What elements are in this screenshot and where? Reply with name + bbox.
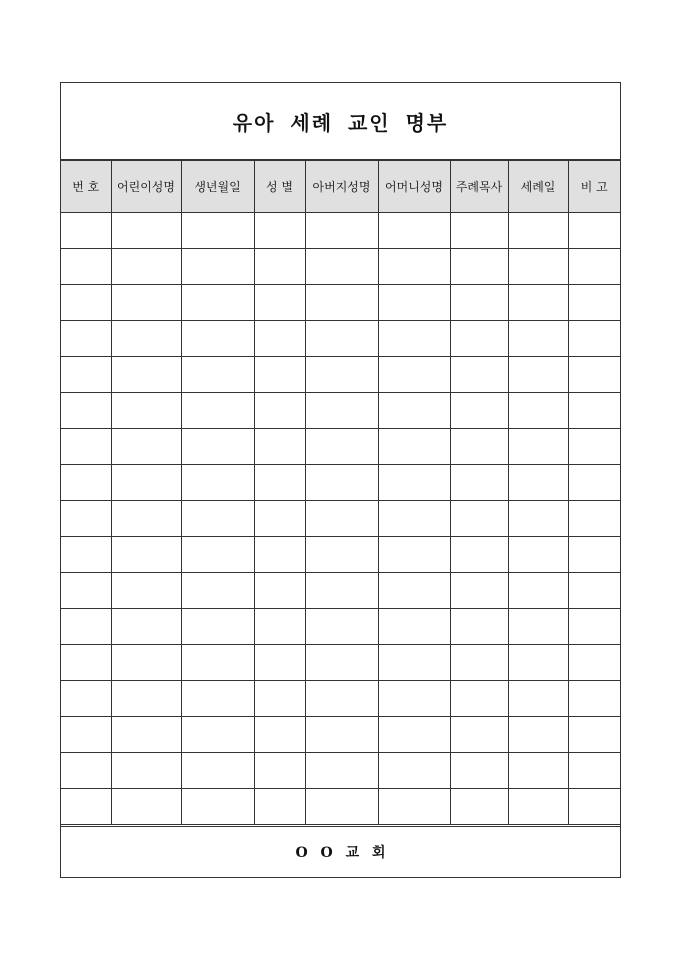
table-cell[interactable] — [568, 573, 620, 609]
table-cell[interactable] — [61, 465, 111, 501]
table-cell[interactable] — [568, 321, 620, 357]
table-cell[interactable] — [305, 249, 378, 285]
table-cell[interactable] — [305, 609, 378, 645]
table-row — [61, 609, 620, 645]
table-cell[interactable] — [254, 717, 305, 753]
table-cell[interactable] — [450, 537, 508, 573]
table-cell[interactable] — [378, 429, 450, 465]
table-cell[interactable] — [378, 717, 450, 753]
table-row — [61, 537, 620, 573]
table-cell[interactable] — [181, 465, 254, 501]
table-cell[interactable] — [61, 249, 111, 285]
table-cell[interactable] — [568, 429, 620, 465]
table-cell[interactable] — [254, 321, 305, 357]
table-row — [61, 717, 620, 753]
table-cell[interactable] — [181, 573, 254, 609]
register-sheet — [60, 82, 621, 878]
table-cell[interactable] — [181, 753, 254, 789]
table-cell[interactable] — [305, 537, 378, 573]
table-cell[interactable] — [111, 465, 181, 501]
table-cell[interactable] — [111, 501, 181, 537]
column-header-officiating-pastor: 주례목사 — [450, 161, 508, 213]
table-cell[interactable] — [568, 537, 620, 573]
table-cell[interactable] — [378, 681, 450, 717]
table-cell[interactable] — [378, 501, 450, 537]
table-cell[interactable] — [508, 573, 568, 609]
table-cell[interactable] — [111, 573, 181, 609]
table-cell[interactable] — [378, 213, 450, 249]
table-cell[interactable] — [254, 285, 305, 321]
table-cell[interactable] — [378, 357, 450, 393]
column-header-gender: 성 별 — [254, 161, 305, 213]
table-cell[interactable] — [378, 285, 450, 321]
table-row — [61, 429, 620, 465]
register-rows — [61, 213, 620, 825]
table-cell[interactable] — [508, 609, 568, 645]
table-cell[interactable] — [181, 213, 254, 249]
table-cell[interactable] — [568, 501, 620, 537]
table-cell[interactable] — [450, 717, 508, 753]
table-cell[interactable] — [378, 465, 450, 501]
table-cell[interactable] — [61, 213, 111, 249]
table-cell[interactable] — [450, 501, 508, 537]
table-cell[interactable] — [305, 429, 378, 465]
table-cell[interactable] — [111, 789, 181, 825]
register-table — [61, 160, 620, 825]
table-cell[interactable] — [61, 285, 111, 321]
page-title: 유아 세례 교인 명부 — [232, 110, 449, 135]
table-cell[interactable] — [111, 429, 181, 465]
table-cell[interactable] — [181, 789, 254, 825]
table-cell[interactable] — [181, 717, 254, 753]
table-cell[interactable] — [111, 357, 181, 393]
table-cell[interactable] — [378, 537, 450, 573]
table-cell[interactable] — [508, 789, 568, 825]
table-cell[interactable] — [305, 573, 378, 609]
table-cell[interactable] — [181, 537, 254, 573]
table-cell[interactable] — [508, 465, 568, 501]
table-cell[interactable] — [61, 789, 111, 825]
table-row — [61, 321, 620, 357]
table-cell[interactable] — [508, 285, 568, 321]
table-row — [61, 573, 620, 609]
table-cell[interactable] — [508, 429, 568, 465]
table-cell[interactable] — [111, 537, 181, 573]
table-cell[interactable] — [450, 357, 508, 393]
table-cell[interactable] — [111, 753, 181, 789]
table-cell[interactable] — [61, 393, 111, 429]
table-cell[interactable] — [254, 789, 305, 825]
table-cell[interactable] — [378, 249, 450, 285]
table-cell[interactable] — [508, 357, 568, 393]
table-row — [61, 213, 620, 249]
table-cell[interactable] — [378, 789, 450, 825]
table-cell[interactable] — [254, 537, 305, 573]
table-cell[interactable] — [568, 681, 620, 717]
church-name: O O 교 회 — [295, 845, 386, 861]
column-header-child-name: 어린이성명 — [111, 161, 181, 213]
table-cell[interactable] — [111, 609, 181, 645]
table-cell[interactable] — [568, 753, 620, 789]
table-cell[interactable] — [111, 213, 181, 249]
table-cell[interactable] — [508, 645, 568, 681]
column-header-birth-date: 생년월일 — [181, 161, 254, 213]
table-cell[interactable] — [508, 753, 568, 789]
table-cell[interactable] — [378, 393, 450, 429]
table-cell[interactable] — [305, 393, 378, 429]
footer-row — [61, 826, 620, 877]
table-cell[interactable] — [508, 717, 568, 753]
table-cell[interactable] — [181, 393, 254, 429]
table-cell[interactable] — [450, 393, 508, 429]
table-cell[interactable] — [305, 357, 378, 393]
table-cell[interactable] — [61, 357, 111, 393]
column-header-baptism-date: 세례일 — [508, 161, 568, 213]
table-cell[interactable] — [305, 645, 378, 681]
table-cell[interactable] — [450, 465, 508, 501]
table-cell[interactable] — [254, 393, 305, 429]
table-cell[interactable] — [111, 249, 181, 285]
table-cell[interactable] — [508, 681, 568, 717]
table-cell[interactable] — [508, 321, 568, 357]
table-cell[interactable] — [508, 501, 568, 537]
table-cell[interactable] — [568, 249, 620, 285]
table-cell[interactable] — [61, 501, 111, 537]
table-cell[interactable] — [305, 789, 378, 825]
table-row — [61, 285, 620, 321]
table-cell[interactable] — [254, 645, 305, 681]
table-cell[interactable] — [450, 429, 508, 465]
table-cell[interactable] — [305, 321, 378, 357]
table-cell[interactable] — [61, 645, 111, 681]
table-cell[interactable] — [450, 213, 508, 249]
table-row — [61, 501, 620, 537]
table-cell[interactable] — [378, 645, 450, 681]
table-cell[interactable] — [61, 609, 111, 645]
table-cell[interactable] — [254, 501, 305, 537]
table-cell[interactable] — [254, 357, 305, 393]
table-cell[interactable] — [181, 501, 254, 537]
table-cell[interactable] — [450, 753, 508, 789]
table-cell[interactable] — [305, 465, 378, 501]
table-cell[interactable] — [181, 645, 254, 681]
table-cell[interactable] — [378, 321, 450, 357]
table-cell[interactable] — [508, 213, 568, 249]
table-cell[interactable] — [305, 285, 378, 321]
table-cell[interactable] — [181, 249, 254, 285]
table-cell[interactable] — [508, 393, 568, 429]
table-cell[interactable] — [450, 789, 508, 825]
header-row — [61, 161, 620, 213]
table-cell[interactable] — [450, 249, 508, 285]
table-cell[interactable] — [61, 537, 111, 573]
column-header-number: 번 호 — [61, 161, 111, 213]
table-cell[interactable] — [181, 357, 254, 393]
table-cell[interactable] — [378, 573, 450, 609]
table-cell[interactable] — [111, 645, 181, 681]
table-cell[interactable] — [61, 753, 111, 789]
column-header-remarks: 비 고 — [568, 161, 620, 213]
table-cell[interactable] — [111, 393, 181, 429]
table-cell[interactable] — [254, 213, 305, 249]
table-cell[interactable] — [61, 573, 111, 609]
table-cell[interactable] — [181, 681, 254, 717]
table-cell[interactable] — [568, 465, 620, 501]
table-cell[interactable] — [61, 429, 111, 465]
table-cell[interactable] — [508, 249, 568, 285]
table-cell[interactable] — [568, 789, 620, 825]
table-cell[interactable] — [254, 465, 305, 501]
table-row — [61, 645, 620, 681]
table-cell[interactable] — [254, 609, 305, 645]
table-cell[interactable] — [568, 285, 620, 321]
table-cell[interactable] — [61, 717, 111, 753]
table-cell[interactable] — [181, 429, 254, 465]
table-cell[interactable] — [254, 681, 305, 717]
table-row — [61, 753, 620, 789]
table-cell[interactable] — [111, 321, 181, 357]
table-cell[interactable] — [111, 285, 181, 321]
table-cell[interactable] — [181, 609, 254, 645]
table-cell[interactable] — [305, 753, 378, 789]
table-cell[interactable] — [378, 609, 450, 645]
table-cell[interactable] — [181, 285, 254, 321]
table-cell[interactable] — [450, 573, 508, 609]
table-row — [61, 681, 620, 717]
table-cell[interactable] — [450, 645, 508, 681]
table-row — [61, 789, 620, 825]
table-row — [61, 465, 620, 501]
table-cell[interactable] — [305, 501, 378, 537]
table-cell[interactable] — [568, 357, 620, 393]
table-cell[interactable] — [254, 573, 305, 609]
table-cell[interactable] — [450, 285, 508, 321]
table-row — [61, 393, 620, 429]
title-row — [61, 83, 620, 160]
table-cell[interactable] — [378, 753, 450, 789]
table-cell[interactable] — [61, 321, 111, 357]
table-row — [61, 357, 620, 393]
table-cell[interactable] — [568, 645, 620, 681]
table-cell[interactable] — [568, 213, 620, 249]
table-cell[interactable] — [568, 609, 620, 645]
table-cell[interactable] — [450, 681, 508, 717]
table-cell[interactable] — [61, 681, 111, 717]
column-header-mother-name: 어머니성명 — [378, 161, 450, 213]
table-cell[interactable] — [254, 249, 305, 285]
table-cell[interactable] — [111, 717, 181, 753]
table-cell[interactable] — [254, 429, 305, 465]
column-header-father-name: 아버지성명 — [305, 161, 378, 213]
table-cell[interactable] — [568, 393, 620, 429]
table-cell[interactable] — [111, 681, 181, 717]
table-row — [61, 249, 620, 285]
table-cell[interactable] — [568, 717, 620, 753]
table-cell[interactable] — [181, 321, 254, 357]
table-cell[interactable] — [450, 321, 508, 357]
table-cell[interactable] — [305, 717, 378, 753]
table-cell[interactable] — [305, 681, 378, 717]
table-cell[interactable] — [508, 537, 568, 573]
table-cell[interactable] — [305, 213, 378, 249]
table-cell[interactable] — [254, 753, 305, 789]
table-cell[interactable] — [450, 609, 508, 645]
